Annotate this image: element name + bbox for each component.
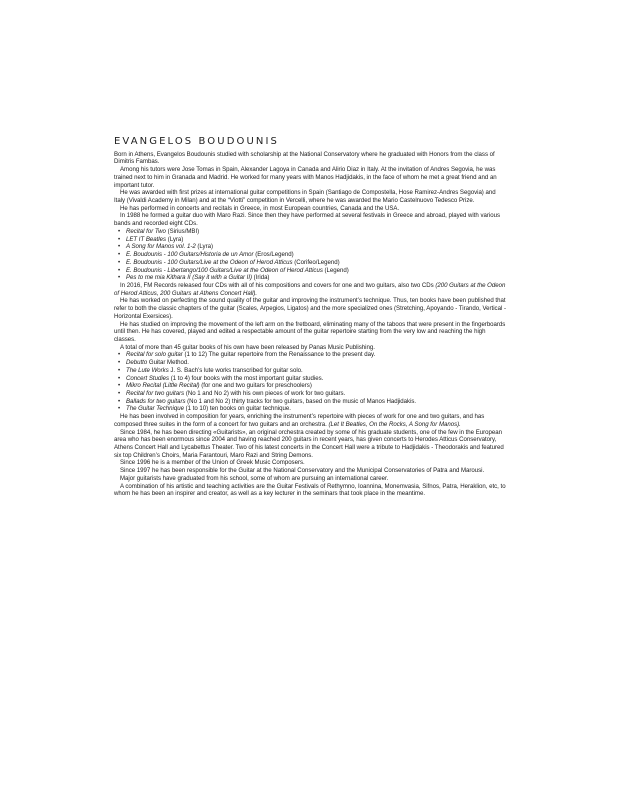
book-title: Ballads for two guitars xyxy=(126,397,186,405)
album-title: A Song for Manos vol. 1-2 xyxy=(126,243,196,251)
list-item xyxy=(114,359,508,367)
discography-list xyxy=(114,228,508,282)
list-item xyxy=(114,398,508,406)
book-title: Debutto xyxy=(126,359,148,367)
album-title: E. Boudounis - 100 Guitars/Live at the Odeon of Herod Atticus xyxy=(126,258,293,266)
book-title: Recital for solo guitar xyxy=(126,351,183,359)
list-item xyxy=(114,274,508,282)
paragraph xyxy=(114,413,508,428)
paragraph: Among his tutors were Jose Tomas in Spain, Alexander Lagoya in Canada and Alirio Diaz in Italy. At the invitation of Andres Segovia, he was trained next to him in Granada and Madrid. He worked for many years with Manos Hadjidakis, in the face of whom he met a great friend and an important tutor. xyxy=(114,166,497,189)
album-title: LET IT Beatles xyxy=(126,235,167,243)
album-label: (Legend) xyxy=(322,266,349,274)
paragraph: A total of more than 45 guitar books of his own have been released by Panas Music Publishing. xyxy=(120,343,375,351)
book-description: (1 to 12) The guitar repertoire from the Renaissance to the present day. xyxy=(182,351,376,359)
album-title: Pes to me mia Kithara II (Say it with a Guitar II) xyxy=(126,274,252,282)
list-item xyxy=(114,236,508,244)
paragraph: In 1988 he formed a guitar duo with Maro Razi. Since then they have performed at several festivals in Greece and abroad, played with various bands and recorded eight CDs. xyxy=(114,212,500,228)
album-title: E. Boudounis - Libertango/100 Guitars/Live at the Odeon of Herod Atticus xyxy=(126,266,323,274)
book-description: (for one and two guitars for preschoolers) xyxy=(199,382,312,390)
album-label: (Lyra) xyxy=(166,235,184,243)
books-list xyxy=(114,351,508,413)
paragraph-text: He has been involved in composition for years, enriching the instrument’s repertoire with pieces of work for one and two guitars, and has composed three suites in the form of a concert for two guitars and an orchestra. xyxy=(114,413,485,428)
list-item xyxy=(114,259,508,267)
book-description: (1 to 4) four books with the most important guitar studies. xyxy=(169,374,324,382)
paragraph: He was awarded with first prizes at international guitar competitions in Spain (Santiago de Compostella, Hose Ramirez-Andres Segovia) and Italy (Vivaldi Academy in Milan) and at the “Viotti” competition in Vercelli, where he was awarded the Mario Castelnuovo Tedesco Prize. xyxy=(114,189,496,205)
list-item xyxy=(114,351,508,359)
album-title: Recital for Two xyxy=(126,227,166,235)
paragraph: Since 1997 he has been responsible for the Guitar at the National Conservatory and the Municipal Conservatories of Patra and Marousi. xyxy=(120,467,485,475)
biography xyxy=(114,138,508,498)
paragraph xyxy=(114,282,508,297)
album-label: (Corifeo/Legend) xyxy=(292,258,340,266)
book-title: Mikro Recital (Little Recital) xyxy=(126,382,200,390)
paragraph: A combination of his artistic and teaching activities are the Guitar Festivals of Rethymno, Ioannina, Monemvasia, Sifnos, Patra, Heraklion, etc, to whom he has been an inspirer and creator, as well as a key lecturer in the seminars that took place in the meantime. xyxy=(114,482,506,498)
paragraph-text: In 2016, FM Records released four CDs with all of his compositions and covers for one and two guitars, also two CDs xyxy=(120,281,436,289)
paragraph: He has studied on improving the movement of the left arm on the fretboard, eliminating many of the taboos that were present in the fingerboards until then. He has covered, played and edited a respectable amount of the guitar repertoire starting from the very low and reaching the high classes. xyxy=(114,320,506,343)
paragraph: Born in Athens, Evangelos Boudounis studied with scholarship at the National Conservatory where he graduated with Honors from the class of Dimitris Fambas. xyxy=(114,150,495,166)
book-description: (No 1 and No 2) thirty tracks for two guitars, based on the music of Manos Hadjidakis. xyxy=(185,397,417,405)
list-item xyxy=(114,367,508,375)
paragraph: He has worked on perfecting the sound quality of the guitar and improving the instrument’s technique. Thus, ten books have been published that refer to both the classic chapters of the guitar (Scales, Arpegios, Ligatos) and the more specialized ones (Stretching, Apoyando - Tirando, Vertical - Horizontal Exersices). xyxy=(114,297,506,320)
book-description: (1 to 10) ten books on guitar technique. xyxy=(183,405,291,413)
book-title: Recital for two guitars xyxy=(126,390,185,397)
album-label: (Eros/Legend) xyxy=(253,251,294,259)
album-label: (Irida) xyxy=(252,274,270,282)
book-description: (No 1 and No 2) with his own pieces of work for two guitars. xyxy=(184,390,346,397)
book-title: The Lute Works xyxy=(126,366,169,374)
paragraph-emphasis: (200 Guitars at the Odeon of Herod Atticus, 200 Guitars at Athens Concert Hall). xyxy=(114,281,506,297)
album-title: E. Boudounis - 100 Guitars/Historia de un Amor xyxy=(126,251,254,259)
book-title: The Guitar Technique xyxy=(126,405,184,413)
paragraph: Since 1996 he is a member of the Union of Greek Music Composers. xyxy=(120,459,305,467)
album-label: (Sirius/MBI) xyxy=(165,227,200,235)
paragraph: Since 1984, he has been directing «Guitarists», an original orchestra created by some of his graduate students, one of the few in the European area who has been enormous since 2004 and having reached 200 guitars in recent years, has given concerts to Herodes Atticus Conservatory, Athens Concert Hall and Lycabettus Theater. Two of his latest concerts in the Concert Hall were a tribute to Hadjidakis - Theodorakis and featured six top Children’s Choirs, Maria Farantouri, Maro Razi and String Demons. xyxy=(114,428,504,459)
paragraph-emphasis: (Let It Beatles, On the Rocks, A Song for Manos). xyxy=(328,420,461,428)
list-item xyxy=(114,390,508,398)
list-item xyxy=(114,228,508,236)
list-item xyxy=(114,267,508,275)
page-title: EVANGELOS BOUDOUNIS xyxy=(114,136,279,147)
list-item xyxy=(114,382,508,390)
book-description: Guitar Method. xyxy=(147,359,189,367)
list-item xyxy=(114,405,508,413)
list-item xyxy=(114,251,508,259)
paragraph: He has performed in concerts and recitals in Greece, in most European countries, Canada and the USA. xyxy=(120,204,400,212)
paragraph: Major guitarists have graduated from his school, some of whom are pursuing an international career. xyxy=(120,474,389,482)
book-title: Concert Studies xyxy=(126,374,170,382)
album-label: (Lyra) xyxy=(195,243,213,251)
list-item xyxy=(114,375,508,383)
list-item xyxy=(114,243,508,251)
book-description: J. S. Bach’s lute works transcribed for guitar solo. xyxy=(168,366,303,374)
